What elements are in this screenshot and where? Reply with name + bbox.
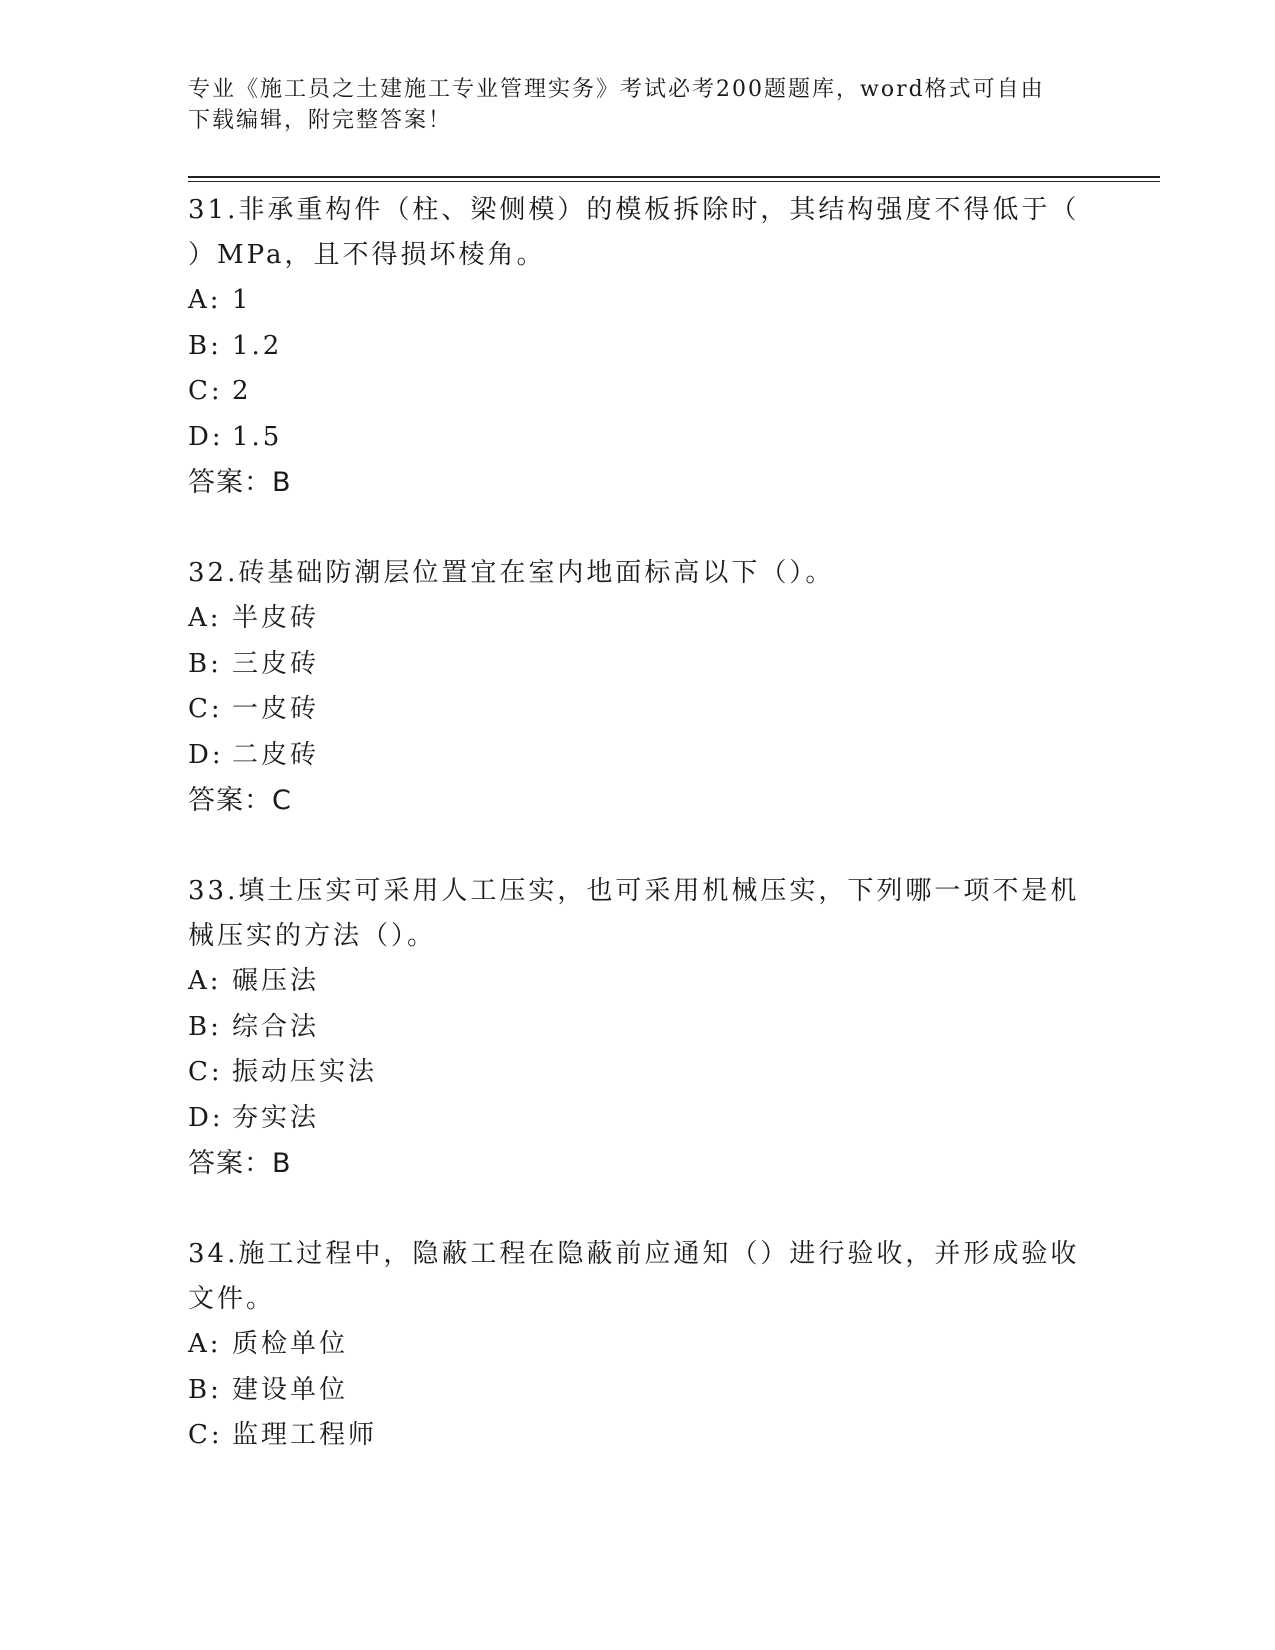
option-text: 二皮砖 [232, 739, 320, 770]
question-list [188, 188, 1088, 1505]
header-line-2: 下载编辑，附完整答案！ [188, 108, 453, 133]
question-text-line: 31.非承重构件（柱、梁侧模）的模板拆除时，其结构强度不得低于（ [188, 195, 1080, 225]
option-text: 质检单位 [232, 1329, 349, 1359]
answer-line: 答案：B [188, 1148, 292, 1179]
option-key: D: [188, 739, 224, 770]
option-key: B: [188, 1011, 222, 1042]
question-text-line: 34.施工过程中，隐蔽工程在隐蔽前应通知（）进行验收，并形成验收 [188, 1239, 1080, 1269]
option-key: C: [188, 1420, 223, 1450]
option-key: B: [188, 648, 222, 679]
option-text: 一皮砖 [232, 694, 320, 724]
option-text: 监理工程师 [232, 1420, 378, 1450]
answer-line: 答案：C [188, 785, 292, 816]
answer-line: 答案：B [188, 467, 292, 498]
option-key: B: [188, 1374, 222, 1405]
header-divider-thin [188, 181, 1160, 182]
question-text-line: 械压实的方法（）。 [188, 921, 437, 951]
option-b [188, 1005, 1088, 1051]
header-divider-thick [188, 176, 1160, 178]
option-text: 1 [232, 285, 252, 315]
option-d [188, 1096, 1088, 1142]
option-a [188, 278, 1088, 324]
question-32 [188, 551, 1088, 823]
option-text: 1.5 [232, 421, 283, 452]
option-text: 2 [232, 376, 252, 406]
option-c [188, 1413, 1088, 1459]
option-text: 碾压法 [232, 966, 320, 996]
option-key: A: [188, 966, 222, 996]
option-key: B: [188, 330, 222, 361]
question-text-line: ）MPa，且不得损坏棱角。 [188, 240, 546, 270]
option-text: 1.2 [232, 330, 283, 361]
option-text: 半皮砖 [232, 603, 320, 633]
option-c [188, 687, 1088, 733]
option-key: D: [188, 1102, 224, 1133]
option-key: A: [188, 285, 222, 315]
question-34 [188, 1232, 1088, 1459]
option-d [188, 733, 1088, 779]
option-b [188, 642, 1088, 688]
document-header [188, 74, 1088, 136]
option-a [188, 959, 1088, 1005]
option-c [188, 369, 1088, 415]
option-key: A: [188, 603, 222, 633]
option-key: C: [188, 376, 223, 406]
question-33 [188, 869, 1088, 1186]
option-a [188, 596, 1088, 642]
question-text-line: 33.填土压实可采用人工压实，也可采用机械压实，下列哪一项不是机 [188, 876, 1080, 906]
question-31 [188, 188, 1088, 505]
option-key: C: [188, 1057, 223, 1087]
option-key: A: [188, 1329, 222, 1359]
option-d [188, 415, 1088, 461]
option-text: 建设单位 [232, 1374, 349, 1405]
header-line-1: 专业《施工员之土建施工专业管理实务》考试必考200题题库，word格式可自由 [188, 77, 1045, 102]
option-key: D: [188, 421, 224, 452]
option-text: 振动压实法 [232, 1057, 378, 1087]
option-text: 综合法 [232, 1011, 320, 1042]
option-text: 夯实法 [232, 1102, 320, 1133]
option-b [188, 324, 1088, 370]
question-text-line: 文件。 [188, 1284, 276, 1314]
option-a [188, 1322, 1088, 1368]
question-text-line: 32.砖基础防潮层位置宜在室内地面标高以下（）。 [188, 558, 835, 588]
option-key: C: [188, 694, 223, 724]
option-b [188, 1368, 1088, 1414]
option-c [188, 1050, 1088, 1096]
option-text: 三皮砖 [232, 648, 320, 679]
